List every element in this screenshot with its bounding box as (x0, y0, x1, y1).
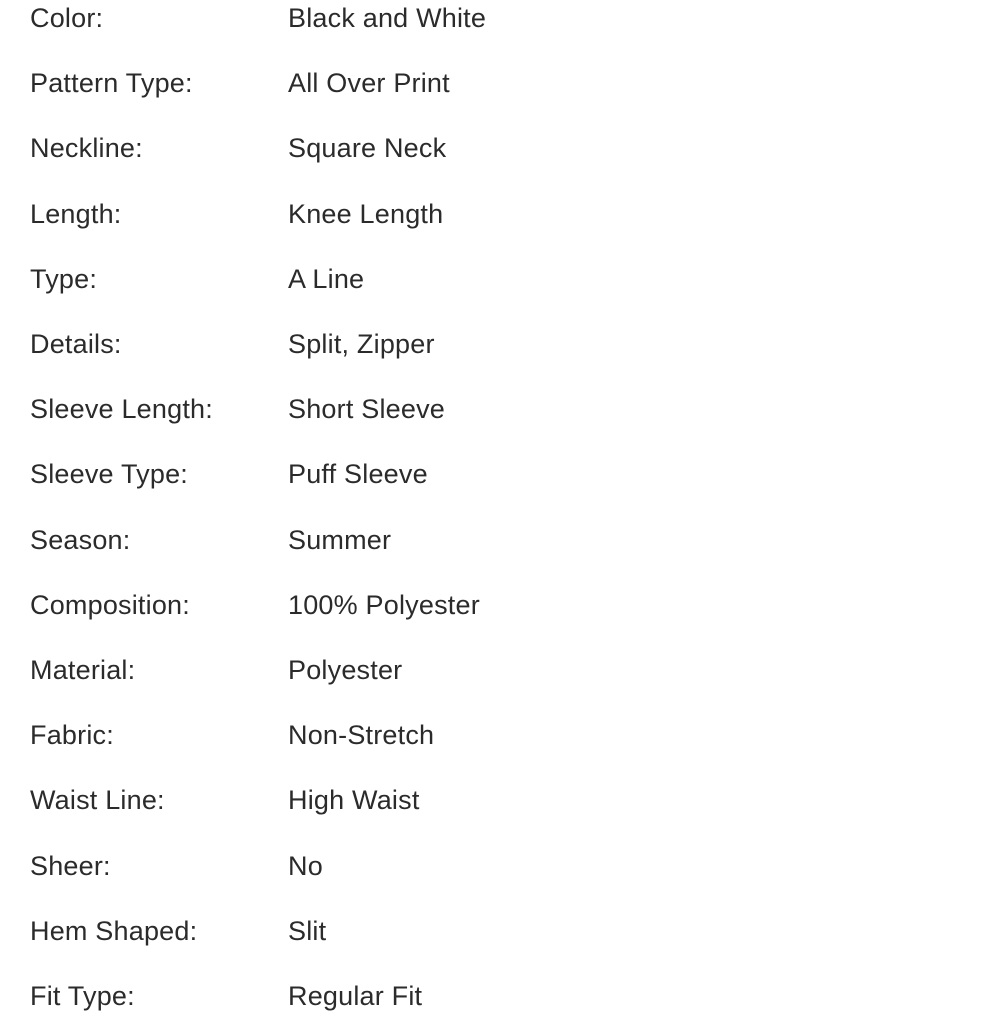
spec-row-sleeve-type (30, 442, 970, 507)
spec-value: Split, Zipper (288, 329, 435, 360)
spec-value: Square Neck (288, 133, 447, 164)
spec-value: Regular Fit (288, 980, 423, 1011)
spec-label: Material: (30, 654, 136, 685)
spec-label: Season: (30, 524, 131, 555)
spec-value: No (288, 850, 323, 881)
spec-row-material (30, 638, 970, 703)
spec-row-length (30, 182, 970, 247)
spec-value: Summer (288, 524, 392, 555)
spec-label: Sheer: (30, 850, 111, 881)
spec-row-details (30, 312, 970, 377)
spec-row-hem-shaped (30, 899, 970, 964)
spec-row-composition (30, 573, 970, 638)
spec-label: Type: (30, 263, 98, 294)
spec-label: Color: (30, 3, 104, 34)
spec-value: Slit (288, 915, 327, 946)
spec-label: Length: (30, 198, 122, 229)
spec-label: Sleeve Type: (30, 459, 189, 490)
spec-label: Sleeve Length: (30, 394, 213, 425)
spec-row-neckline (30, 116, 970, 181)
spec-value: High Waist (288, 785, 420, 816)
spec-value: Polyester (288, 654, 403, 685)
spec-value: Black and White (288, 3, 487, 34)
spec-row-sleeve-length (30, 377, 970, 442)
spec-value: A Line (288, 263, 365, 294)
spec-label: Fit Type: (30, 980, 135, 1011)
spec-label: Waist Line: (30, 785, 165, 816)
product-spec-list (30, 0, 970, 1029)
spec-row-type (30, 247, 970, 312)
spec-label: Fabric: (30, 720, 114, 751)
spec-row-fabric (30, 703, 970, 768)
spec-value: Knee Length (288, 198, 444, 229)
spec-row-pattern-type (30, 51, 970, 116)
spec-value: All Over Print (288, 68, 450, 99)
spec-value: Non-Stretch (288, 720, 435, 751)
spec-label: Details: (30, 329, 122, 360)
spec-label: Neckline: (30, 133, 143, 164)
spec-row-waist-line (30, 768, 970, 833)
spec-label: Hem Shaped: (30, 915, 198, 946)
spec-label: Composition: (30, 589, 190, 620)
spec-row-fit-type (30, 964, 970, 1029)
spec-value: Short Sleeve (288, 394, 445, 425)
spec-label: Pattern Type: (30, 68, 193, 99)
spec-row-season (30, 508, 970, 573)
spec-row-color (30, 0, 970, 51)
spec-value: 100% Polyester (288, 589, 480, 620)
spec-row-sheer (30, 833, 970, 898)
spec-value: Puff Sleeve (288, 459, 428, 490)
